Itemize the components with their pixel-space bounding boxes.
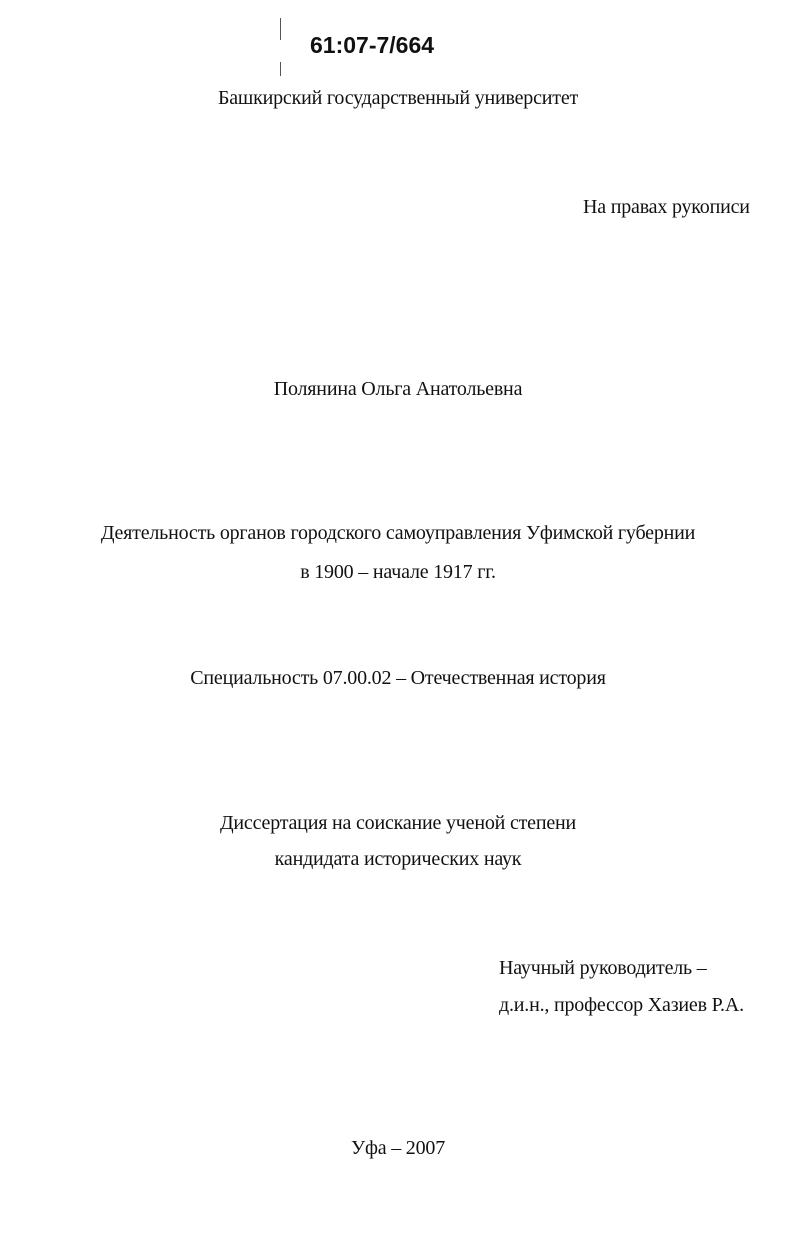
dissertation-title-line2: в 1900 – начале 1917 гг. [300,561,496,583]
supervisor-line1: Научный руководитель – [499,957,707,979]
scan-mark-bottom [280,62,281,76]
supervisor-line2: д.и.н., профессор Хазиев Р.А. [499,994,744,1016]
catalog-stamp: 61:07-7/664 [310,32,435,58]
degree-line2: кандидата исторических наук [274,848,522,870]
scan-mark-top [280,18,281,40]
place-year: Уфа – 2007 [351,1137,445,1159]
specialty: Специальность 07.00.02 – Отечественная история [190,667,606,689]
dissertation-title-line1: Деятельность органов городского самоуправления Уфимской губернии [100,522,696,544]
manuscript-note: На правах рукописи [583,196,750,218]
author-name: Полянина Ольга Анатольевна [273,378,523,400]
university-name: Башкирский государственный университет [217,87,579,109]
degree-line1: Диссертация на соискание ученой степени [219,812,577,834]
